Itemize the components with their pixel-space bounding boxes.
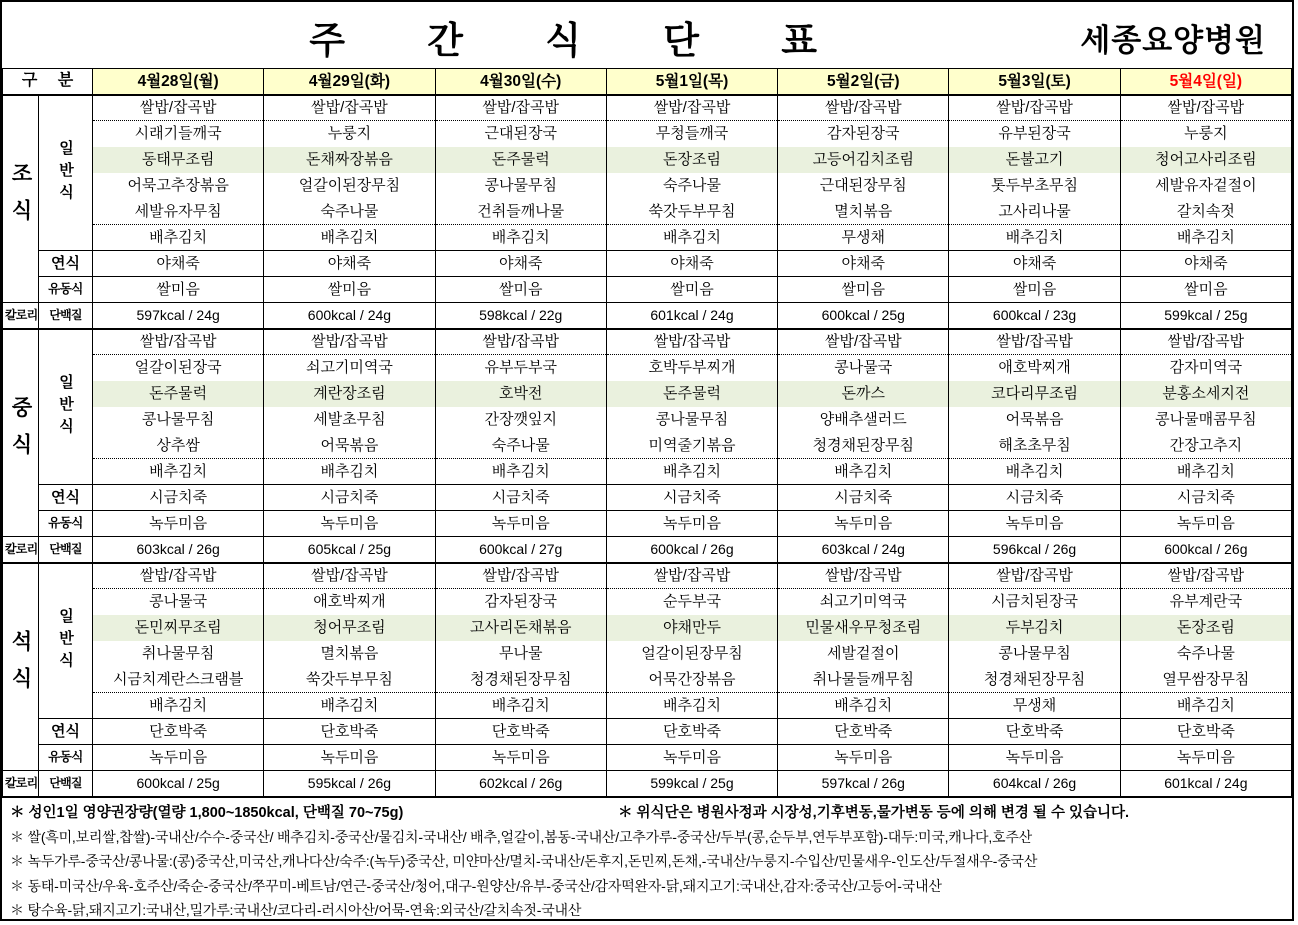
calorie-label: 칼로리 bbox=[3, 771, 39, 797]
menu-item-cell: 유부계란국 bbox=[1120, 589, 1291, 615]
menu-item-cell: 쑥갓두부무침 bbox=[606, 199, 777, 225]
menu-item-cell: 돈채짜장볶음 bbox=[264, 147, 435, 173]
soft-diet-cell: 시금치죽 bbox=[778, 485, 949, 511]
table-row bbox=[3, 745, 1292, 771]
calorie-value-cell: 601kcal / 24g bbox=[1120, 771, 1291, 797]
menu-item-cell: 쌀밥/잡곡밥 bbox=[949, 95, 1120, 121]
calorie-value-cell: 601kcal / 24g bbox=[606, 303, 777, 329]
table-row bbox=[3, 225, 1292, 251]
table-row bbox=[3, 615, 1292, 641]
menu-item-cell: 쇠고기미역국 bbox=[264, 355, 435, 381]
liquid-diet-cell: 녹두미음 bbox=[1120, 745, 1291, 771]
date-header-sun: 5월4일(일) bbox=[1120, 69, 1291, 95]
liquid-diet-cell: 녹두미음 bbox=[435, 511, 606, 537]
menu-item-cell: 순두부국 bbox=[606, 589, 777, 615]
menu-item-cell: 배추김치 bbox=[778, 459, 949, 485]
date-header-thu: 5월1일(목) bbox=[606, 69, 777, 95]
menu-item-cell: 취나물무침 bbox=[93, 641, 264, 667]
menu-item-cell: 배추김치 bbox=[1120, 225, 1291, 251]
menu-item-cell: 돈민찌무조림 bbox=[93, 615, 264, 641]
menu-item-cell: 시래기들깨국 bbox=[93, 121, 264, 147]
menu-item-cell: 코다리무조림 bbox=[949, 381, 1120, 407]
meal-section-dinner bbox=[3, 563, 1292, 797]
note-menu-change-disclaimer: ＊ 위식단은 병원사정과 시장성,기후변동,물가변동 등에 의해 변경 될 수 있습니다. bbox=[618, 804, 1130, 821]
note-origin-2: ＊ 녹두가루-중국산/콩나물:(콩)중국산,미국산,캐나다산/숙주:(녹두)중국산, 미얀마산/멸치-국내산/돈후지,돈민찌,돈채,-국내산/누룽지-수입산/민물새우-인도산/두절새우-중국산 bbox=[10, 853, 1038, 869]
table-header bbox=[3, 69, 1292, 95]
menu-item-cell: 숙주나물 bbox=[264, 199, 435, 225]
soft-diet-cell: 시금치죽 bbox=[435, 485, 606, 511]
menu-item-cell: 간장깻잎지 bbox=[435, 407, 606, 433]
page-title: 주 간 식 단 표 bbox=[309, 20, 818, 62]
menu-item-cell: 쌀밥/잡곡밥 bbox=[606, 563, 777, 589]
menu-item-cell: 쌀밥/잡곡밥 bbox=[93, 563, 264, 589]
soft-diet-cell: 야채죽 bbox=[778, 251, 949, 277]
menu-item-cell: 갈치속젓 bbox=[1120, 199, 1291, 225]
calorie-value-cell: 603kcal / 24g bbox=[778, 537, 949, 563]
menu-item-cell: 톳두부초무침 bbox=[949, 173, 1120, 199]
soft-diet-cell: 단호박죽 bbox=[778, 719, 949, 745]
menu-item-cell: 상추쌈 bbox=[93, 433, 264, 459]
menu-item-cell: 호박두부찌개 bbox=[606, 355, 777, 381]
menu-item-cell: 돈까스 bbox=[778, 381, 949, 407]
liquid-diet-cell: 녹두미음 bbox=[93, 511, 264, 537]
menu-item-cell: 무청들깨국 bbox=[606, 121, 777, 147]
soft-diet-cell: 시금치죽 bbox=[264, 485, 435, 511]
menu-item-cell: 쌀밥/잡곡밥 bbox=[778, 95, 949, 121]
menu-item-cell: 배추김치 bbox=[606, 693, 777, 719]
menu-item-cell: 쌀밥/잡곡밥 bbox=[264, 329, 435, 355]
menu-item-cell: 배추김치 bbox=[606, 225, 777, 251]
calorie-value-cell: 600kcal / 27g bbox=[435, 537, 606, 563]
menu-item-cell: 고사리돈채볶음 bbox=[435, 615, 606, 641]
calorie-value-cell: 600kcal / 26g bbox=[1120, 537, 1291, 563]
table-row bbox=[3, 667, 1292, 693]
liquid-diet-cell: 쌀미음 bbox=[949, 277, 1120, 303]
menu-item-cell: 콩나물무침 bbox=[949, 641, 1120, 667]
menu-item-cell: 쌀밥/잡곡밥 bbox=[93, 329, 264, 355]
menu-item-cell: 감자된장국 bbox=[435, 589, 606, 615]
menu-item-cell: 열무쌈장무침 bbox=[1120, 667, 1291, 693]
hospital-name: 세종요양병원 bbox=[1080, 23, 1266, 59]
menu-item-cell: 콩나물무침 bbox=[606, 407, 777, 433]
diet-type-general-label: 일반식 bbox=[39, 563, 93, 719]
diet-type-soft-label: 연식 bbox=[39, 719, 93, 745]
menu-item-cell: 쌀밥/잡곡밥 bbox=[778, 329, 949, 355]
menu-item-cell: 유부된장국 bbox=[949, 121, 1120, 147]
table-row bbox=[3, 407, 1292, 433]
menu-item-cell: 배추김치 bbox=[93, 225, 264, 251]
diet-type-liquid-label: 유동식 bbox=[39, 745, 93, 771]
calorie-value-cell: 598kcal / 22g bbox=[435, 303, 606, 329]
liquid-diet-cell: 녹두미음 bbox=[778, 511, 949, 537]
title-bar bbox=[2, 2, 1292, 68]
menu-item-cell: 배추김치 bbox=[93, 459, 264, 485]
liquid-diet-cell: 녹두미음 bbox=[949, 511, 1120, 537]
menu-item-cell: 배추김치 bbox=[264, 225, 435, 251]
menu-item-cell: 얼갈이된장국 bbox=[93, 355, 264, 381]
menu-item-cell: 감자미역국 bbox=[1120, 355, 1291, 381]
soft-diet-cell: 단호박죽 bbox=[264, 719, 435, 745]
menu-item-cell: 무나물 bbox=[435, 641, 606, 667]
table-row bbox=[3, 589, 1292, 615]
menu-item-cell: 고사리나물 bbox=[949, 199, 1120, 225]
menu-item-cell: 청경채된장무침 bbox=[949, 667, 1120, 693]
table-row bbox=[3, 563, 1292, 589]
menu-item-cell: 쌀밥/잡곡밥 bbox=[435, 563, 606, 589]
menu-item-cell: 시금치된장국 bbox=[949, 589, 1120, 615]
menu-item-cell: 미역줄기볶음 bbox=[606, 433, 777, 459]
date-header-tue: 4월29일(화) bbox=[264, 69, 435, 95]
protein-label: 단백질 bbox=[39, 303, 93, 329]
protein-label: 단백질 bbox=[39, 771, 93, 797]
menu-item-cell: 쌀밥/잡곡밥 bbox=[606, 95, 777, 121]
note-origin-1: ＊ 쌀(흑미,보리쌀,찹쌀)-국내산/수수-중국산/ 배추김치-중국산/물김치-국내산/ 배추,얼갈이,봄동-국내산/고추가루-중국산/두부(콩,순두부,연두부포함)-대두:미국,캐나다,호주산 bbox=[10, 828, 1033, 845]
menu-item-cell: 얼갈이된장무침 bbox=[606, 641, 777, 667]
diet-type-general-label: 일반식 bbox=[39, 329, 93, 485]
menu-item-cell: 세발초무침 bbox=[264, 407, 435, 433]
date-header-fri: 5월2일(금) bbox=[778, 69, 949, 95]
calorie-value-cell: 599kcal / 25g bbox=[606, 771, 777, 797]
table-row bbox=[3, 459, 1292, 485]
menu-item-cell: 어묵고추장볶음 bbox=[93, 173, 264, 199]
menu-item-cell: 두부김치 bbox=[949, 615, 1120, 641]
liquid-diet-cell: 녹두미음 bbox=[606, 511, 777, 537]
menu-item-cell: 쌀밥/잡곡밥 bbox=[949, 563, 1120, 589]
table-row bbox=[3, 355, 1292, 381]
soft-diet-cell: 단호박죽 bbox=[949, 719, 1120, 745]
menu-item-cell: 민물새우무청조림 bbox=[778, 615, 949, 641]
menu-item-cell: 배추김치 bbox=[1120, 693, 1291, 719]
liquid-diet-cell: 녹두미음 bbox=[435, 745, 606, 771]
table-row bbox=[3, 485, 1292, 511]
menu-item-cell: 콩나물무침 bbox=[93, 407, 264, 433]
calorie-value-cell: 600kcal / 24g bbox=[264, 303, 435, 329]
table-row bbox=[3, 433, 1292, 459]
menu-item-cell: 동태무조림 bbox=[93, 147, 264, 173]
menu-item-cell: 배추김치 bbox=[264, 693, 435, 719]
menu-item-cell: 숙주나물 bbox=[435, 433, 606, 459]
liquid-diet-cell: 쌀미음 bbox=[778, 277, 949, 303]
table-row bbox=[3, 381, 1292, 407]
diet-type-soft-label: 연식 bbox=[39, 251, 93, 277]
menu-item-cell: 돈주물럭 bbox=[93, 381, 264, 407]
footer-notes bbox=[2, 798, 1292, 922]
menu-item-cell: 세발겉절이 bbox=[778, 641, 949, 667]
calorie-value-cell: 600kcal / 25g bbox=[93, 771, 264, 797]
meal-label-dinner: 석식 bbox=[3, 563, 39, 771]
liquid-diet-cell: 녹두미음 bbox=[949, 745, 1120, 771]
menu-item-cell: 배추김치 bbox=[435, 459, 606, 485]
meal-label-lunch: 중식 bbox=[3, 329, 39, 537]
meal-section-lunch bbox=[3, 329, 1292, 563]
liquid-diet-cell: 녹두미음 bbox=[93, 745, 264, 771]
menu-item-cell: 시금치계란스크램블 bbox=[93, 667, 264, 693]
menu-item-cell: 멸치볶음 bbox=[778, 199, 949, 225]
calorie-value-cell: 595kcal / 26g bbox=[264, 771, 435, 797]
menu-item-cell: 배추김치 bbox=[1120, 459, 1291, 485]
table-row bbox=[3, 329, 1292, 355]
protein-label: 단백질 bbox=[39, 537, 93, 563]
calorie-value-cell: 600kcal / 25g bbox=[778, 303, 949, 329]
menu-item-cell: 누룽지 bbox=[1120, 121, 1291, 147]
menu-item-cell: 쌀밥/잡곡밥 bbox=[778, 563, 949, 589]
calorie-value-cell: 602kcal / 26g bbox=[435, 771, 606, 797]
date-header-wed: 4월30일(수) bbox=[435, 69, 606, 95]
menu-item-cell: 고등어김치조림 bbox=[778, 147, 949, 173]
menu-item-cell: 숙주나물 bbox=[1120, 641, 1291, 667]
menu-item-cell: 애호박찌개 bbox=[264, 589, 435, 615]
date-header-sat: 5월3일(토) bbox=[949, 69, 1120, 95]
liquid-diet-cell: 녹두미음 bbox=[264, 745, 435, 771]
liquid-diet-cell: 쌀미음 bbox=[93, 277, 264, 303]
menu-item-cell: 쑥갓두부무침 bbox=[264, 667, 435, 693]
soft-diet-cell: 시금치죽 bbox=[93, 485, 264, 511]
diet-type-general-label: 일반식 bbox=[39, 95, 93, 251]
calorie-value-cell: 604kcal / 26g bbox=[949, 771, 1120, 797]
date-header-mon: 4월28일(월) bbox=[93, 69, 264, 95]
menu-item-cell: 어묵볶음 bbox=[949, 407, 1120, 433]
menu-item-cell: 쌀밥/잡곡밥 bbox=[435, 329, 606, 355]
menu-item-cell: 감자된장국 bbox=[778, 121, 949, 147]
diet-type-soft-label: 연식 bbox=[39, 485, 93, 511]
table-row bbox=[3, 537, 1292, 563]
menu-item-cell: 어묵간장볶음 bbox=[606, 667, 777, 693]
diet-type-liquid-label: 유동식 bbox=[39, 277, 93, 303]
calorie-value-cell: 599kcal / 25g bbox=[1120, 303, 1291, 329]
menu-item-cell: 세발유자겉절이 bbox=[1120, 173, 1291, 199]
calorie-label: 칼로리 bbox=[3, 537, 39, 563]
soft-diet-cell: 야채죽 bbox=[606, 251, 777, 277]
menu-item-cell: 쌀밥/잡곡밥 bbox=[949, 329, 1120, 355]
soft-diet-cell: 야채죽 bbox=[1120, 251, 1291, 277]
menu-item-cell: 콩나물매콤무침 bbox=[1120, 407, 1291, 433]
soft-diet-cell: 시금치죽 bbox=[949, 485, 1120, 511]
menu-item-cell: 콩나물국 bbox=[93, 589, 264, 615]
menu-item-cell: 콩나물무침 bbox=[435, 173, 606, 199]
soft-diet-cell: 단호박죽 bbox=[93, 719, 264, 745]
soft-diet-cell: 단호박죽 bbox=[1120, 719, 1291, 745]
menu-item-cell: 쌀밥/잡곡밥 bbox=[606, 329, 777, 355]
menu-item-cell: 어묵볶음 bbox=[264, 433, 435, 459]
calorie-value-cell: 596kcal / 26g bbox=[949, 537, 1120, 563]
liquid-diet-cell: 녹두미음 bbox=[778, 745, 949, 771]
table-row bbox=[3, 641, 1292, 667]
menu-item-cell: 쌀밥/잡곡밥 bbox=[1120, 329, 1291, 355]
soft-diet-cell: 단호박죽 bbox=[435, 719, 606, 745]
diet-type-liquid-label: 유동식 bbox=[39, 511, 93, 537]
menu-item-cell: 콩나물국 bbox=[778, 355, 949, 381]
liquid-diet-cell: 쌀미음 bbox=[435, 277, 606, 303]
menu-item-cell: 간장고추지 bbox=[1120, 433, 1291, 459]
meal-section-breakfast bbox=[3, 95, 1292, 329]
soft-diet-cell: 시금치죽 bbox=[1120, 485, 1291, 511]
menu-item-cell: 돈주물럭 bbox=[435, 147, 606, 173]
calorie-value-cell: 600kcal / 23g bbox=[949, 303, 1120, 329]
table-row bbox=[3, 251, 1292, 277]
menu-item-cell: 배추김치 bbox=[778, 693, 949, 719]
gubun-header: 구 분 bbox=[3, 69, 93, 95]
menu-item-cell: 취나물들깨무침 bbox=[778, 667, 949, 693]
menu-item-cell: 야채만두 bbox=[606, 615, 777, 641]
calorie-value-cell: 603kcal / 26g bbox=[93, 537, 264, 563]
menu-item-cell: 쌀밥/잡곡밥 bbox=[264, 95, 435, 121]
liquid-diet-cell: 녹두미음 bbox=[1120, 511, 1291, 537]
table-row bbox=[3, 693, 1292, 719]
liquid-diet-cell: 녹두미음 bbox=[264, 511, 435, 537]
soft-diet-cell: 야채죽 bbox=[949, 251, 1120, 277]
menu-item-cell: 해초초무침 bbox=[949, 433, 1120, 459]
note-origin-4: ＊ 탕수육-닭,돼지고기:국내산,밀가루:국내산/코다리-러시아산/어묵-연육:외국산/갈치속젓-국내산 bbox=[10, 902, 582, 918]
menu-item-cell: 배추김치 bbox=[949, 225, 1120, 251]
soft-diet-cell: 야채죽 bbox=[93, 251, 264, 277]
calorie-value-cell: 597kcal / 26g bbox=[778, 771, 949, 797]
weekly-menu-table bbox=[2, 68, 1292, 798]
menu-item-cell: 배추김치 bbox=[435, 225, 606, 251]
note-row-1 bbox=[10, 801, 1284, 825]
menu-item-cell: 계란장조림 bbox=[264, 381, 435, 407]
calorie-value-cell: 600kcal / 26g bbox=[606, 537, 777, 563]
menu-item-cell: 호박전 bbox=[435, 381, 606, 407]
table-row bbox=[3, 199, 1292, 225]
menu-item-cell: 배추김치 bbox=[949, 459, 1120, 485]
menu-item-cell: 쌀밥/잡곡밥 bbox=[93, 95, 264, 121]
menu-item-cell: 돈불고기 bbox=[949, 147, 1120, 173]
soft-diet-cell: 야채죽 bbox=[435, 251, 606, 277]
menu-item-cell: 멸치볶음 bbox=[264, 641, 435, 667]
liquid-diet-cell: 쌀미음 bbox=[1120, 277, 1291, 303]
menu-item-cell: 쌀밥/잡곡밥 bbox=[264, 563, 435, 589]
table-row bbox=[3, 147, 1292, 173]
menu-item-cell: 근대된장무침 bbox=[778, 173, 949, 199]
table-row bbox=[3, 95, 1292, 121]
note-nutrition-recommendation: ＊ 성인1일 영양권장량(열량 1,800~1850kcal, 단백질 70~75g) bbox=[10, 804, 404, 821]
table-row bbox=[3, 277, 1292, 303]
menu-item-cell: 유부두부국 bbox=[435, 355, 606, 381]
menu-item-cell: 돈장조림 bbox=[1120, 615, 1291, 641]
header-row bbox=[3, 69, 1292, 95]
menu-item-cell: 청어무조림 bbox=[264, 615, 435, 641]
table-row bbox=[3, 303, 1292, 329]
soft-diet-cell: 단호박죽 bbox=[606, 719, 777, 745]
menu-item-cell: 무생채 bbox=[949, 693, 1120, 719]
menu-item-cell: 애호박찌개 bbox=[949, 355, 1120, 381]
calorie-value-cell: 605kcal / 25g bbox=[264, 537, 435, 563]
table-row bbox=[3, 173, 1292, 199]
menu-item-cell: 건취들깨나물 bbox=[435, 199, 606, 225]
table-row bbox=[3, 511, 1292, 537]
menu-item-cell: 청어고사리조림 bbox=[1120, 147, 1291, 173]
menu-item-cell: 배추김치 bbox=[264, 459, 435, 485]
menu-item-cell: 양배추샐러드 bbox=[778, 407, 949, 433]
menu-item-cell: 돈장조림 bbox=[606, 147, 777, 173]
menu-item-cell: 세발유자무침 bbox=[93, 199, 264, 225]
menu-item-cell: 돈주물럭 bbox=[606, 381, 777, 407]
calorie-value-cell: 597kcal / 24g bbox=[93, 303, 264, 329]
liquid-diet-cell: 쌀미음 bbox=[606, 277, 777, 303]
soft-diet-cell: 시금치죽 bbox=[606, 485, 777, 511]
menu-item-cell: 배추김치 bbox=[93, 693, 264, 719]
menu-item-cell: 쌀밥/잡곡밥 bbox=[1120, 95, 1291, 121]
table-row bbox=[3, 719, 1292, 745]
menu-item-cell: 얼갈이된장무침 bbox=[264, 173, 435, 199]
soft-diet-cell: 야채죽 bbox=[264, 251, 435, 277]
menu-item-cell: 누룽지 bbox=[264, 121, 435, 147]
menu-item-cell: 배추김치 bbox=[435, 693, 606, 719]
table-row bbox=[3, 771, 1292, 797]
menu-item-cell: 분홍소세지전 bbox=[1120, 381, 1291, 407]
menu-item-cell: 청경채된장무침 bbox=[778, 433, 949, 459]
menu-item-cell: 쌀밥/잡곡밥 bbox=[435, 95, 606, 121]
note-origin-3: ＊ 동태-미국산/우육-호주산/죽순-중국산/쭈꾸미-베트남/연근-중국산/청어,대구-원양산/유부-중국산/감자떡완자-닭,돼지고기:국내산,감자:중국산/고등어-국내산 bbox=[10, 877, 942, 894]
menu-item-cell: 쌀밥/잡곡밥 bbox=[1120, 563, 1291, 589]
meal-label-breakfast: 조식 bbox=[3, 95, 39, 303]
menu-item-cell: 청경채된장무침 bbox=[435, 667, 606, 693]
menu-item-cell: 무생채 bbox=[778, 225, 949, 251]
table-row bbox=[3, 121, 1292, 147]
menu-item-cell: 배추김치 bbox=[606, 459, 777, 485]
menu-item-cell: 쇠고기미역국 bbox=[778, 589, 949, 615]
menu-item-cell: 숙주나물 bbox=[606, 173, 777, 199]
menu-item-cell: 근대된장국 bbox=[435, 121, 606, 147]
liquid-diet-cell: 쌀미음 bbox=[264, 277, 435, 303]
liquid-diet-cell: 녹두미음 bbox=[606, 745, 777, 771]
calorie-label: 칼로리 bbox=[3, 303, 39, 329]
